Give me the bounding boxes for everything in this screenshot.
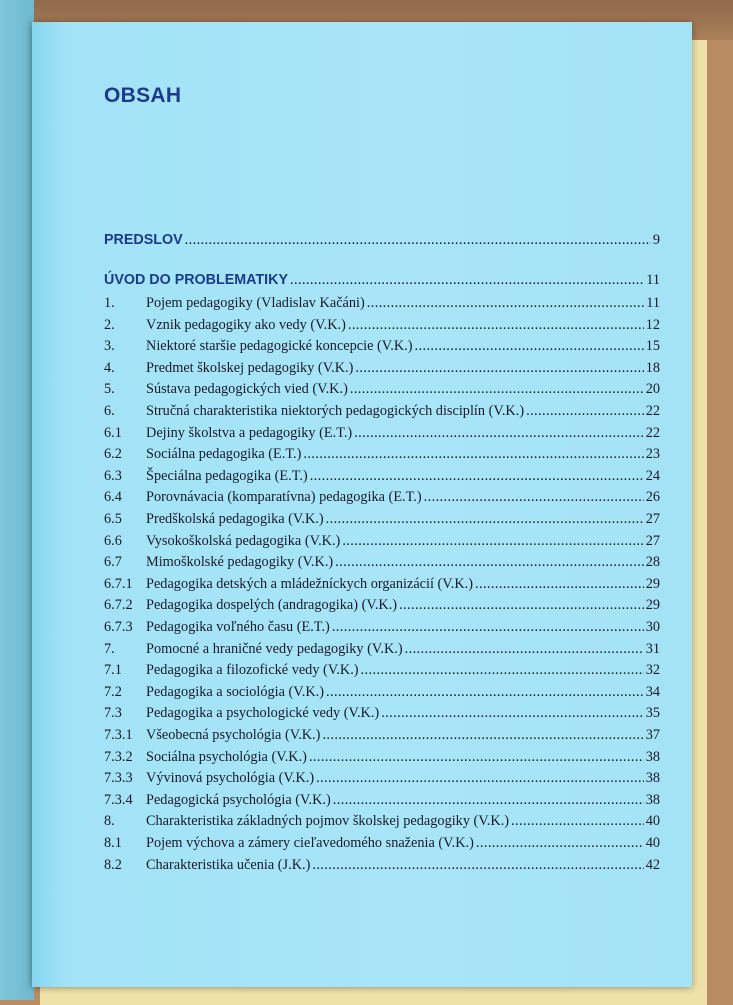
toc-entry-title: Vysokoškolská pedagogika (V.K.) <box>146 532 341 549</box>
toc-entry <box>104 381 660 403</box>
page-title: OBSAH <box>104 84 182 107</box>
toc-entry-title: Pedagogika voľného času (E.T.) <box>146 619 330 635</box>
toc-entry <box>104 619 660 641</box>
toc-leader-dots <box>316 770 644 787</box>
toc-entry-number: 6.2 <box>104 446 122 463</box>
toc-entry-title: Charakteristika základných pojmov školskej pedagogiky (V.K.) <box>146 813 510 830</box>
toc-page-number: 34 <box>645 683 660 700</box>
toc-leader-dots <box>309 749 644 766</box>
toc-leader-dots <box>290 272 644 289</box>
toc-page-number: 40 <box>645 813 660 830</box>
toc-entry <box>104 489 660 511</box>
toc-page-number: 32 <box>645 662 660 679</box>
toc-entry-number: 6.5 <box>104 511 122 527</box>
toc-entry-number: 6. <box>104 403 115 419</box>
toc-leader-dots <box>511 813 644 830</box>
toc-entry-title: Pojem výchova a zámery cieľavedomého snaženia (V.K.) <box>146 835 474 851</box>
toc-entry-title: Sociálna pedagogika (E.T.) <box>146 446 302 463</box>
toc-entry <box>104 813 660 835</box>
toc-entry-number: 6.7.3 <box>104 619 133 635</box>
toc-leader-dots <box>326 684 644 701</box>
toc-entry-number: 6.3 <box>104 467 122 484</box>
book-page <box>32 22 692 987</box>
toc-entry-number: 6.7.2 <box>104 597 133 614</box>
toc-entry-number: 7. <box>104 640 115 657</box>
toc-page-number: 27 <box>645 532 660 549</box>
toc-entry <box>104 835 660 857</box>
toc-leader-dots <box>355 360 643 377</box>
toc-entry-number: 8.2 <box>104 856 122 873</box>
toc-page-number: 9 <box>652 232 660 248</box>
toc-leader-dots <box>354 425 644 442</box>
toc-entry-title: Špeciálna pedagogika (E.T.) <box>146 467 308 484</box>
toc-entry-number: 6.4 <box>104 489 122 506</box>
toc-leader-dots <box>335 554 644 571</box>
toc-section-label: ÚVOD DO PROBLEMATIKY <box>104 272 289 288</box>
toc-entry-number: 8.1 <box>104 835 122 851</box>
toc-page-number: 22 <box>645 403 660 419</box>
toc-entry-number: 7.3.4 <box>104 791 133 808</box>
toc-entry-number: 7.3 <box>104 705 122 722</box>
toc-entry <box>104 511 660 533</box>
toc-entry-title: Predmet školskej pedagogiky (V.K.) <box>146 359 354 376</box>
toc-leader-dots <box>381 705 644 722</box>
toc-page-number: 29 <box>645 597 660 614</box>
toc-entry <box>104 749 660 771</box>
toc-entry <box>104 317 660 339</box>
toc-entry-number: 4. <box>104 359 115 376</box>
toc-page-number: 23 <box>645 446 660 463</box>
toc-page-number: 31 <box>645 640 660 657</box>
toc-entry-number: 7.1 <box>104 662 122 679</box>
toc-entry-number: 6.6 <box>104 532 122 549</box>
toc-leader-dots <box>348 317 644 334</box>
toc-page-number: 15 <box>645 338 660 355</box>
toc-entry-title: Pedagogika detských a mládežníckych organizácií (V.K.) <box>146 575 473 592</box>
toc-leader-dots <box>333 792 644 809</box>
toc-entry-title: Vývinová psychológia (V.K.) <box>146 770 315 787</box>
toc-entry-number: 7.3.1 <box>104 727 133 743</box>
toc-entry <box>104 403 660 425</box>
toc-entry <box>104 641 660 663</box>
toc-entry <box>104 446 660 468</box>
toc-leader-dots <box>185 232 651 249</box>
toc-page-number: 24 <box>645 467 660 484</box>
toc-page-number: 29 <box>645 575 660 592</box>
toc-leader-dots <box>312 857 643 874</box>
toc-leader-dots <box>526 403 644 420</box>
toc-entry-number: 7.2 <box>104 683 122 700</box>
toc-entry <box>104 597 660 619</box>
toc-page-number: 18 <box>645 359 660 376</box>
toc-leader-dots <box>332 619 644 636</box>
toc-entry-title: Pojem pedagogiky (Vladislav Kačáni) <box>146 295 365 311</box>
toc-page-number: 11 <box>646 295 660 311</box>
toc-page-number: 38 <box>645 748 660 765</box>
book-back-cover <box>0 0 34 1000</box>
toc-entry <box>104 554 660 576</box>
toc-leader-dots <box>475 576 644 593</box>
toc-entry <box>104 727 660 749</box>
toc-entry-title: Vznik pedagogiky ako vedy (V.K.) <box>146 316 346 333</box>
toc-leader-dots <box>399 597 644 614</box>
toc-entry <box>104 684 660 706</box>
toc-leader-dots <box>322 727 643 744</box>
toc-section-label: PREDSLOV <box>104 232 183 248</box>
toc-entry-number: 6.7 <box>104 554 122 571</box>
toc-leader-dots <box>310 468 644 485</box>
toc-entry <box>104 468 660 490</box>
toc-entry-title: Mimoškolské pedagogiky (V.K.) <box>146 554 334 571</box>
toc-entry-title: Pedagogika a psychologické vedy (V.K.) <box>146 705 380 722</box>
toc-entry <box>104 662 660 684</box>
toc-leader-dots <box>367 295 644 312</box>
toc-entry-number: 6.1 <box>104 424 122 441</box>
toc-page-number: 30 <box>645 619 660 635</box>
toc-entry-number: 2. <box>104 316 115 333</box>
toc-entry-title: Pedagogika a sociológia (V.K.) <box>146 683 325 700</box>
toc-entry <box>104 360 660 382</box>
toc-page-number: 12 <box>645 316 660 333</box>
toc-leader-dots <box>424 489 644 506</box>
toc-entry <box>104 576 660 598</box>
toc-entry <box>104 533 660 555</box>
toc-leader-dots <box>342 533 643 550</box>
toc-entry-title: Predškolská pedagogika (V.K.) <box>146 511 324 527</box>
toc-page-number: 40 <box>645 835 660 851</box>
toc-page-number: 22 <box>645 424 660 441</box>
toc-page-number: 35 <box>645 705 660 722</box>
toc-page-number: 38 <box>645 770 660 787</box>
toc-leader-dots <box>361 662 644 679</box>
toc-entry-number: 5. <box>104 381 115 398</box>
toc-entry-number: 6.7.1 <box>104 575 133 592</box>
toc-section-uvod <box>104 272 660 294</box>
toc-entry <box>104 425 660 447</box>
toc-page-number: 42 <box>645 856 660 873</box>
toc-page-number: 28 <box>645 554 660 571</box>
toc-entry-title: Sociálna psychológia (V.K.) <box>146 748 307 765</box>
toc-leader-dots <box>415 338 644 355</box>
toc-leader-dots <box>303 446 643 463</box>
toc-entry <box>104 770 660 792</box>
toc-leader-dots <box>405 641 644 658</box>
toc-entry-title: Niektoré staršie pedagogické koncepcie (V.K.) <box>146 338 413 355</box>
toc-entry-number: 8. <box>104 813 115 830</box>
toc-entry-number: 1. <box>104 295 115 311</box>
toc-entry-title: Dejiny školstva a pedagogiky (E.T.) <box>146 424 353 441</box>
toc-leader-dots <box>476 835 644 852</box>
toc-entry <box>104 295 660 317</box>
toc-entry-title: Pedagogika dospelých (andragogika) (V.K.) <box>146 597 398 614</box>
toc-leader-dots <box>350 381 644 398</box>
toc-entry-title: Charakteristika učenia (J.K.) <box>146 856 311 873</box>
toc-page-number: 26 <box>645 489 660 506</box>
toc-entry-number: 3. <box>104 338 115 355</box>
toc-entry-title: Porovnávacia (komparatívna) pedagogika (E.T.) <box>146 489 422 506</box>
toc-page-number: 37 <box>645 727 660 743</box>
toc-entry-number: 7.3.2 <box>104 748 133 765</box>
toc-entry-title: Pedagogika a filozofické vedy (V.K.) <box>146 662 359 679</box>
toc-entry-number: 7.3.3 <box>104 770 133 787</box>
toc-entry-title: Pedagogická psychológia (V.K.) <box>146 791 331 808</box>
toc-page-number: 38 <box>645 791 660 808</box>
toc-page-number: 27 <box>645 511 660 527</box>
toc-entry-title: Stručná charakteristika niektorých pedagogických disciplín (V.K.) <box>146 403 525 419</box>
toc-page-number: 11 <box>646 272 660 288</box>
toc-entry-title: Sústava pedagogických vied (V.K.) <box>146 381 348 398</box>
toc-entry <box>104 857 660 879</box>
toc-entry-title: Pomocné a hraničné vedy pedagogiky (V.K.) <box>146 640 403 657</box>
toc-page-number: 20 <box>645 381 660 398</box>
toc-entry <box>104 705 660 727</box>
toc-leader-dots <box>326 511 644 528</box>
toc-entry <box>104 792 660 814</box>
toc-section-predslov <box>104 232 660 254</box>
toc-entry-title: Všeobecná psychológia (V.K.) <box>146 727 321 743</box>
toc-entry <box>104 338 660 360</box>
